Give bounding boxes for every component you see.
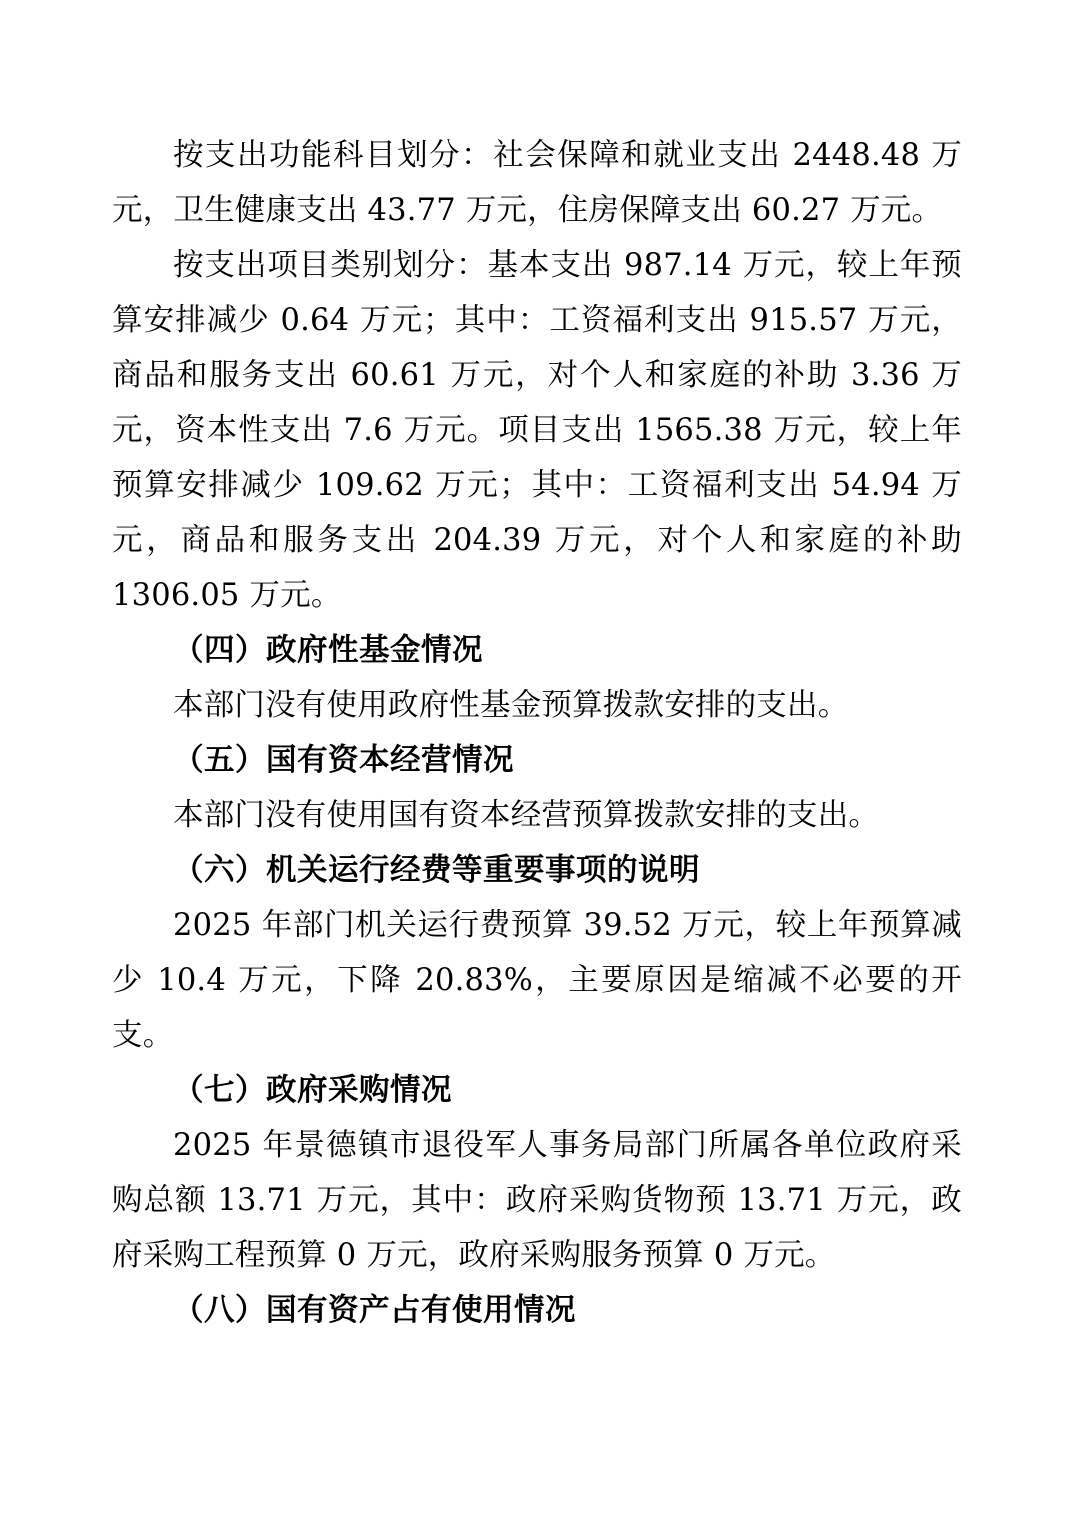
document-body [112,128,962,1338]
paragraph-state-capital-operation: 本部门没有使用国有资本经营预算拨款安排的支出。 [173,798,880,833]
paragraph-expenditure-function: 按支出功能科目划分：社会保障和就业支出 2448.48 万元，卫生健康支出 43.77 万元，住房保障支出 60.27 万元。 [112,138,962,228]
heading-government-procurement: （七）政府采购情况 [173,1073,452,1108]
heading-state-asset-occupancy: （八）国有资产占有使用情况 [173,1293,576,1328]
heading-state-capital-operation: （五）国有资本经营情况 [173,743,514,778]
heading-government-fund: （四）政府性基金情况 [173,633,483,668]
paragraph-agency-operating-expenses: 2025 年部门机关运行费预算 39.52 万元，较上年预算减少 10.4 万元，下降 20.83%，主要原因是缩减不必要的开支。 [112,908,962,1053]
paragraph-government-fund: 本部门没有使用政府性基金预算拨款安排的支出。 [173,688,849,723]
paragraph-government-procurement: 2025 年景德镇市退役军人事务局部门所属各单位政府采购总额 13.71 万元，其中：政府采购货物预 13.71 万元，政府采购工程预算 0 万元，政府采购服务预算 0 万元。 [112,1128,962,1273]
heading-agency-operating-expenses: （六）机关运行经费等重要事项的说明 [173,853,700,888]
paragraph-expenditure-category: 按支出项目类别划分：基本支出 987.14 万元，较上年预算安排减少 0.64 万元；其中：工资福利支出 915.57 万元，商品和服务支出 60.61 万元，对个人和家庭的补助 3.36 万元，资本性支出 7.6 万元。项目支出 1565.38 万元，较上年预算安排减少 109.62 万元；其中：工资福利支出 54.94 万元，商品和服务支出 204.39 万元，对个人和家庭的补助 1306.05 万元。 [112,248,962,613]
